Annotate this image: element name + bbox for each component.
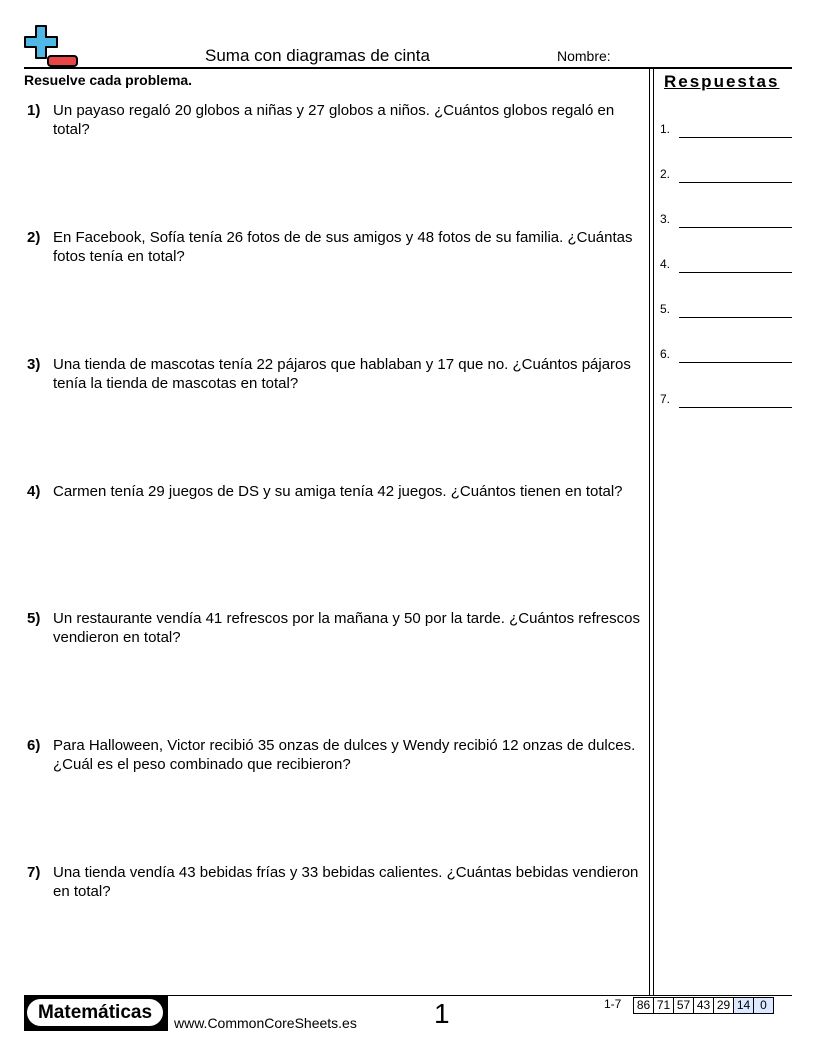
score-cell: 86: [634, 998, 654, 1014]
score-cell: 57: [674, 998, 694, 1014]
answer-label: 3.: [660, 212, 671, 226]
worksheet-title: Suma con diagramas de cinta: [205, 46, 430, 65]
problem-text: En Facebook, Sofía tenía 26 fotos de de sus amigos y 48 fotos de su familia. ¿Cuántas fotos tenía en total?: [53, 229, 633, 265]
answer-row-4[interactable]: [660, 257, 792, 273]
answer-row-2[interactable]: [660, 167, 792, 183]
problem-text: Carmen tenía 29 juegos de DS y su amiga tenía 42 juegos. ¿Cuántos tienen en total?: [53, 483, 623, 500]
answer-row-1[interactable]: [660, 122, 792, 138]
answer-line[interactable]: [679, 362, 792, 363]
problem-text: Un payaso regaló 20 globos a niñas y 27 globos a niños. ¿Cuántos globos regaló en total?: [53, 102, 615, 138]
score-cell: 43: [694, 998, 714, 1014]
problem-number: 5): [27, 610, 41, 627]
instructions: Resuelve cada problema.: [24, 72, 193, 88]
problem-text: Una tienda vendía 43 bebidas frías y 33 bebidas calientes. ¿Cuántas bebidas vendieron en total?: [53, 864, 639, 900]
answer-label: 5.: [660, 302, 671, 316]
answer-row-6[interactable]: [660, 347, 792, 363]
answer-label: 7.: [660, 392, 671, 406]
answer-row-3[interactable]: [660, 212, 792, 228]
answers-title: Respuestas: [664, 72, 780, 91]
problem-number: 4): [27, 483, 41, 500]
problem-text: Para Halloween, Victor recibió 35 onzas de dulces y Wendy recibió 12 onzas de dulces. ¿Cuál es el peso combinado que recibieron?: [53, 737, 636, 773]
problem-number: 1): [27, 102, 41, 119]
problem-number: 3): [27, 356, 41, 373]
score-cell: 0: [754, 998, 774, 1014]
answer-label: 2.: [660, 167, 671, 181]
answer-line[interactable]: [679, 317, 792, 318]
answer-line[interactable]: [679, 227, 792, 228]
problem-text: Una tienda de mascotas tenía 22 pájaros que hablaban y 17 que no. ¿Cuántos pájaros tenía la tienda de mascotas en total?: [53, 356, 631, 392]
answer-line[interactable]: [679, 137, 792, 138]
site-link[interactable]: www.CommonCoreSheets.es: [174, 1015, 357, 1031]
answer-row-7[interactable]: [660, 392, 792, 408]
answer-line[interactable]: [679, 407, 792, 408]
problem-text: Un restaurante vendía 41 refrescos por la mañana y 50 por la tarde. ¿Cuántos refrescos vendieron en total?: [53, 610, 640, 646]
answer-row-5[interactable]: [660, 302, 792, 318]
header-rule: [24, 67, 792, 69]
column-divider: [649, 69, 650, 995]
score-cell: 29: [714, 998, 734, 1014]
answer-label: 4.: [660, 257, 671, 271]
answer-line[interactable]: [679, 182, 792, 183]
column-divider: [653, 69, 654, 995]
score-range: 1-7: [604, 997, 622, 1011]
problem-number: 6): [27, 737, 41, 754]
score-cell: 14: [734, 998, 754, 1014]
answer-line[interactable]: [679, 272, 792, 273]
name-label: Nombre:: [557, 48, 611, 64]
brand-label: Matemáticas: [27, 999, 163, 1026]
problem-number: 7): [27, 864, 41, 881]
problem-number: 2): [27, 229, 41, 246]
score-cell: 71: [654, 998, 674, 1014]
answer-label: 1.: [660, 122, 671, 136]
score-table: [633, 997, 774, 1014]
math-logo-icon: [24, 24, 80, 68]
page-number: 1: [434, 998, 450, 1029]
brand-badge: [24, 996, 168, 1031]
answer-label: 6.: [660, 347, 671, 361]
